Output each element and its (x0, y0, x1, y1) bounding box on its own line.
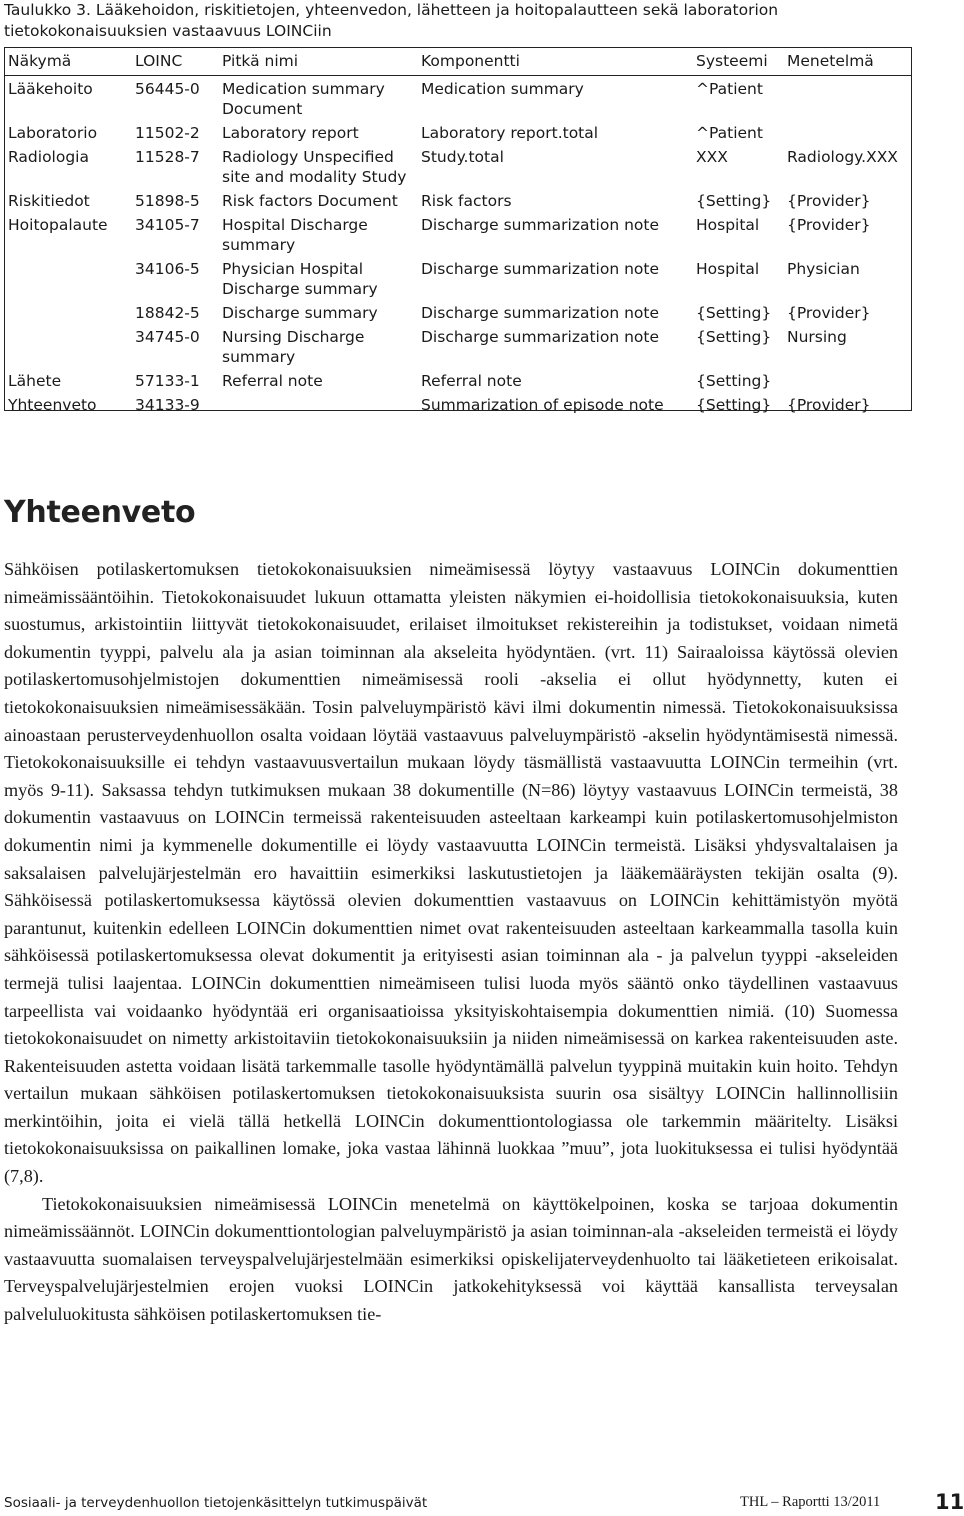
table-cell: Yhteenveto (8, 396, 97, 414)
table-cell: Discharge summarization note (421, 328, 660, 346)
table-cell: Laboratory report (222, 124, 359, 142)
table-row (5, 324, 911, 368)
table-cell: {Setting} (696, 396, 772, 414)
body-text (4, 556, 898, 1329)
table-row (5, 368, 911, 392)
table-row (5, 256, 911, 300)
table-row (5, 76, 911, 121)
table-row (5, 212, 911, 256)
table-header-row (5, 48, 911, 76)
table-cell: Nursing Discharge summary (222, 328, 365, 366)
table-cell: Discharge summarization note (421, 216, 660, 234)
table-cell: 56445-0 (135, 80, 200, 98)
table-cell: 34105-7 (135, 216, 200, 234)
table-cell: 57133-1 (135, 372, 200, 390)
table-cell: 11528-7 (135, 148, 200, 166)
footer-conference-title: Sosiaali- ja terveydenhuollon tietojenkäsittelyn tutkimuspäivät (4, 1495, 428, 1511)
table-cell (5, 324, 132, 368)
table-cell: {Provider} (787, 216, 871, 234)
table-cell (784, 120, 911, 144)
table-cell: {Setting} (696, 328, 772, 346)
loinc-mapping-table (5, 48, 911, 416)
table-cell: {Setting} (696, 304, 772, 322)
table-cell: Risk factors (421, 192, 512, 210)
table-cell: Discharge summarization note (421, 304, 660, 322)
table-cell: Discharge summarization note (421, 260, 660, 278)
table-caption: Taulukko 3. Lääkehoidon, riskitietojen, yhteenvedon, lähetteen ja hoitopalautteen sekä laboratorion tietokokonaisuuksien vastaavuus LOINCiin (4, 1, 779, 40)
table-cell: 34745-0 (135, 328, 200, 346)
table-row (5, 300, 911, 324)
table-cell: Risk factors Document (222, 192, 398, 210)
table-cell: ^Patient (696, 80, 763, 98)
column-header-menetelma: Menetelmä (784, 48, 911, 76)
table-cell: 18842-5 (135, 304, 200, 322)
table-cell: ^Patient (696, 124, 763, 142)
table-cell: 34133-9 (135, 396, 200, 414)
table-cell: Radiologia (8, 148, 89, 166)
table-cell: Referral note (222, 372, 323, 390)
column-header-komponentti: Komponentti (418, 48, 693, 76)
table-cell: Summarization of episode note (421, 396, 664, 414)
table-cell: Laboratory report.total (421, 124, 599, 142)
loinc-table-frame (4, 47, 912, 414)
table-cell: Riskitiedot (8, 192, 90, 210)
table-cell: {Setting} (696, 372, 772, 390)
table-cell: Hospital Discharge summary (222, 216, 368, 254)
table-cell (784, 368, 911, 392)
table-row (5, 144, 911, 188)
table-cell: Hospital (696, 216, 760, 234)
table-cell: Medication summary (421, 80, 584, 98)
footer-report-id: THL – Raportti 13/2011 (740, 1494, 881, 1510)
table-cell (5, 256, 132, 300)
table-cell: {Setting} (696, 192, 772, 210)
table-cell: Lääkehoito (8, 80, 93, 98)
table-cell (784, 76, 911, 121)
table-cell: Laboratorio (8, 124, 98, 142)
table-cell: Physician (787, 260, 860, 278)
table-cell: Lähete (8, 372, 62, 390)
table-cell: {Provider} (787, 396, 871, 414)
table-cell: 51898-5 (135, 192, 200, 210)
table-cell: Study.total (421, 148, 504, 166)
table-cell (5, 300, 132, 324)
paragraph: Sähköisen potilaskertomuksen tietokokonaisuuksien nimeämisessä löytyy vastaavuus LOINCin dokumenttien nimeämissääntöihin. Tietokokonaisuudet lukuun ottamatta yleisten näkymien ei-hoidollisia tietokokonaisuuksia, kuten suostumus, arkistointiin liittyvät tietokokonaisuudet, erilaiset ilmoitukset rekistereihin ja todistukset, voidaan nimetä dokumentin tyyppi, palvelu ala ja asian toiminnan ala akseleita hyödyntäen. (vrt. 11) Sairaaloissa käytössä olevien potilaskertomusohjelmistojen dokumenttien nimeämisessä rooli -akselia ei ollut hyödynnetty, kuten ei tietokokonaisuuksien nimeämisessäkään. Tosin palveluympäristö kävi ilmi dokumentin nimessä. Tietokokonaisuuksissa ainoastaan perusterveydenhuollon osalta voidaan löytää vastaavuus palveluympäristö -akselin hyödyntämisestä nimessä. Tietokokonaisuuksille ei tehdyn vastaavuusvertailun mukaan löydy täsmällistä vastaavuutta LOINCin termeihin (vrt. myös 9-11). Saksassa tehdyn tutkimuksen mukaan 38 dokumentille (N=86) löytyy vastaavuus LOINCin termeistä, 38 dokumentin vastaavuus on LOINCin termeissä rakenteisuuden asteeltaan karkeampi kuin potilaskertomusohjelmiston dokumentin nimi ja kymmenelle dokumentille ei löydy vastaavuutta LOINCin termeistä. Lisäksi yhdysvaltalaisen ja saksalaisen palvelujärjestelmän ero havaittiin esimerkiksi laskutustietojen ja lääkemääräysten tekijän osalta (9). Sähköisessä potilaskertomuksessa käytössä olevien dokumenttien vastaavuus on LOINCin kehittämistyön myötä parantunut, kuitenkin edelleen LOINCin dokumenttien nimet ovat rakenteisuuden asteeltaan karkeammalla tasolla kuin sähköisessä potilaskertomuksessa olevat dokumentit ja erityisesti asian toiminnan ala - ja palvelun tyyppi -akseleiden termejä tulisi laajentaa. LOINCin dokumenttien nimeämiseen tulisi luoda myös sääntö onko täydellinen vastaavuus tarpeellista vai voidaanko hyödyntää eri organisaatioissa yksityiskohtaisempia dokumenttien nimiä. (10) Suomessa tietokokonaisuudet on nimetty arkistoitaviin tietokokonaisuuksiin ja niiden nimeämisessä on karkea rakenteisuuden aste. Rakenteisuuden astetta voidaan lisätä tarkemmalle tasolle hyödyntämällä palvelun tyyppinä muitakin kuin hoito. Tehdyn vertailun mukaan sähköisen potilaskertomuksen tietokokonaisuuksista suurin osa sisältyy LOINCin hallinnollisiin merkintöihin, joita ei vielä tällä hetkellä LOINCin dokumenttiontologiassa ole tarkemmin määritelty. Lisäksi tietokokonaisuuksissa on paikallinen lomake, joka vastaa lähinnä luokkaa ”muu”, jota luokituksessa ei tulisi hyödyntää (7,8). (4, 559, 898, 1187)
section-heading: Yhteenveto (4, 495, 196, 530)
table-row (5, 120, 911, 144)
table-cell: {Provider} (787, 304, 871, 322)
table-cell: 11502-2 (135, 124, 200, 142)
page-number: 11 (935, 1490, 964, 1514)
table-cell: XXX (696, 148, 728, 166)
table-cell (219, 392, 418, 416)
table-cell: Hoitopalaute (8, 216, 108, 234)
column-header-pitka-nimi: Pitkä nimi (219, 48, 418, 76)
table-cell: 34106-5 (135, 260, 200, 278)
table-row (5, 188, 911, 212)
table-cell: {Provider} (787, 192, 871, 210)
table-row (5, 392, 911, 416)
table-cell: Radiology Unspecified site and modality Study (222, 148, 407, 186)
table-cell: Nursing (787, 328, 847, 346)
table-cell: Discharge summary (222, 304, 378, 322)
column-header-loinc: LOINC (132, 48, 219, 76)
table-cell: Radiology.XXX (787, 148, 898, 166)
table-cell: Hospital (696, 260, 760, 278)
column-header-systeemi: Systeemi (693, 48, 784, 76)
table-cell: Medication summary Document (222, 80, 385, 118)
paragraph: Tietokokonaisuuksien nimeämisessä LOINCin menetelmä on käyttökelpoinen, koska se tarjoaa dokumentin nimeämissäännöt. LOINCin dokumenttiontologian palveluympäristö ja asian toiminnan-ala -akseleiden termeistä ei löydy vastaavuutta suomalaisen terveyspalvelujärjestelmään esimerkiksi opiskelijaterveydenhuolto tai lääketieteen erikoisalat. Terveyspalvelujärjestelmien erojen vuoksi LOINCin jatkokehityksessä voi käyttää kansallista terveysalan palveluluokitusta sähköisen potilaskertomuksen tie- (4, 1193, 898, 1325)
table-cell: Referral note (421, 372, 522, 390)
table-cell: Physician Hospital Discharge summary (222, 260, 378, 298)
column-header-nakyma: Näkymä (5, 48, 132, 76)
